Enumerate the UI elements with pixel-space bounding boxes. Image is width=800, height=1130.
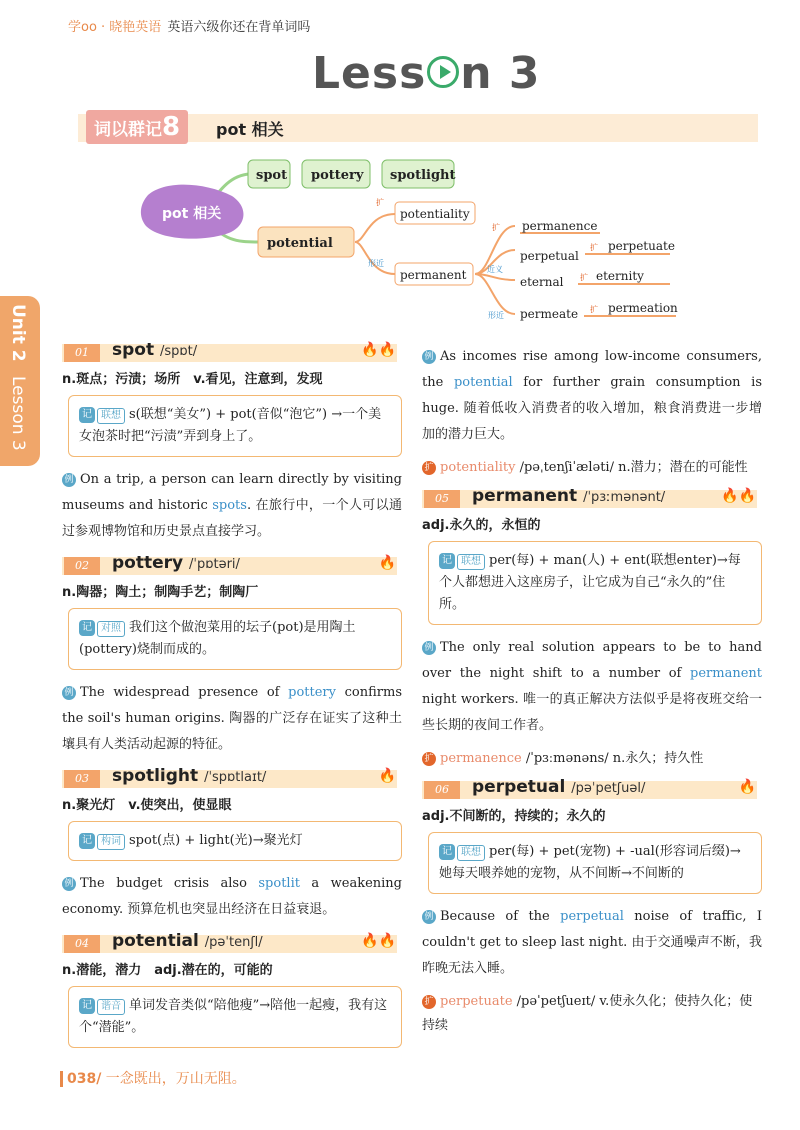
tree-node-spot: spot: [256, 168, 288, 183]
example-sentence: 例 The budget crisis also spotlit a weakening economy. 预算危机也突显出经济在日益衰退。: [62, 876, 402, 917]
page-footer: [60, 1068, 246, 1088]
tip-tag: 谐音: [97, 999, 125, 1015]
entry-number: 04: [64, 935, 100, 953]
memory-tip: 记 构词 spot(点) + light(光)→聚光灯: [68, 821, 402, 861]
tree-node-spotlight: spotlight: [390, 168, 456, 183]
tip-tag: 联想: [457, 845, 485, 861]
derivative: 扩 perpetuate /pəˈpetʃueɪt/ v.使永久化；使持久化；使持续: [422, 994, 753, 1033]
entry-head-potential: [62, 931, 402, 955]
entry-word: permanent /ˈpɜːmənənt/: [472, 486, 666, 506]
expand-icon: 扩: [422, 995, 436, 1009]
section-title: pot 相关: [216, 120, 284, 139]
tip-icon: 记: [79, 833, 95, 849]
tip-tag: 联想: [97, 408, 125, 424]
entry-number: 03: [64, 770, 100, 788]
tip-icon: 记: [79, 998, 95, 1014]
memory-tip: 记 谐音 单词发音类似“陪他瘦”→陪他一起瘦，我有这个“潜能”。: [68, 986, 402, 1048]
memory-tip: 记 联想 s(联想“美女”) + pot(音似“泡它”) →一个美女泡茶时把“污渍”弄到身上了。: [68, 395, 402, 457]
tree-tag-kuo-5: 扩: [590, 305, 598, 314]
entry-word: perpetual /pəˈpetʃuəl/: [472, 777, 646, 797]
entry-number: 01: [64, 344, 100, 362]
tree-node-eternal: eternal: [520, 275, 564, 289]
tree-root-label: pot 相关: [162, 206, 222, 222]
book-title: 英语六级你还在背单词吗: [167, 20, 311, 35]
flame-icon: 🔥🔥: [361, 933, 396, 949]
tree-node-permeate: permeate: [520, 307, 579, 321]
running-header: [68, 16, 310, 35]
side-tab: [0, 296, 40, 466]
entry-head-spotlight: [62, 766, 402, 790]
derivative: 扩 permanence /ˈpɜːmənəns/ n.永久；持久性: [422, 747, 762, 771]
entry-word: pottery /ˈpɒtəri/: [112, 553, 240, 573]
example-icon: 例: [422, 910, 436, 924]
flame-icon: 🔥: [378, 768, 396, 784]
entry-head-permanent: [422, 486, 762, 510]
memory-tip: 记 对照 我们这个做泡菜用的坛子(pot)是用陶土(pottery)烧制而成的。: [68, 608, 402, 670]
tip-tag: 联想: [457, 554, 485, 570]
entry-head-spot: [62, 340, 402, 364]
entry-definition: n.斑点；污渍；场所 v.看见，注意到，发现: [62, 372, 323, 387]
example-icon: 例: [422, 641, 436, 655]
example-sentence: 例 The only real solution appears to be to hand over the night shift to a number of permanent night workers. 唯一的真正解决方法似乎是将夜班交给一些长期的夜间工作者。: [422, 640, 762, 733]
example-icon: 例: [62, 877, 76, 891]
tree-node-potentiality: potentiality: [400, 207, 470, 221]
tree-node-permanence: permanence: [522, 219, 598, 233]
tree-tag-kuo-1: 扩: [376, 198, 384, 207]
tree-tag-kuo-4: 扩: [580, 273, 588, 282]
entry-word: potential /pəˈtenʃl/: [112, 931, 263, 951]
entry-head-pottery: [62, 553, 402, 577]
flame-icon: 🔥🔥: [361, 342, 396, 358]
tree-tag-jinyi: 近义: [487, 265, 503, 274]
example-sentence: 例 The widespread presence of pottery confirms the soil's human origins. 陶器的广泛存在证实了这种土壤具有人类活动起源的特征。: [62, 685, 402, 752]
example-icon: 例: [422, 350, 436, 364]
side-tab-unit: Unit 2: [8, 304, 28, 362]
tip-icon: 记: [439, 553, 455, 569]
section-badge: [86, 110, 188, 144]
example-sentence: 例 On a trip, a person can learn directly by visiting museums and historic spots. 在旅行中，一个人可以通过参观博物馆和历史景点直接学习。: [62, 472, 402, 539]
tree-tag-kuo-3: 扩: [590, 243, 598, 252]
lesson-title-post: n 3: [460, 48, 541, 99]
section-badge-num: 8: [162, 112, 181, 142]
lesson-title: [312, 48, 541, 99]
entry-definition: n.陶器；陶土；制陶手艺；制陶厂: [62, 585, 259, 600]
left-column: [62, 340, 402, 1058]
example-icon: 例: [62, 473, 76, 487]
example-sentence: 例 Because of the perpetual noise of traffic, I couldn't get to sleep last night. 由于交通噪声不断，我昨晚无法入睡。: [422, 909, 762, 976]
side-tab-lesson: Lesson 3: [8, 376, 28, 451]
memory-tip: 记 联想 per(每) + man(人) + ent(联想enter)→每个人都想进入这座房子，让它成为自己“永久的”住所。: [428, 541, 762, 625]
footer-motto: 一念既出，万山无阻。: [105, 1071, 246, 1087]
tree-node-pottery: pottery: [311, 168, 364, 183]
tree-tag-kuo-2: 扩: [492, 223, 500, 232]
play-icon[interactable]: [427, 56, 459, 88]
example-sentence: 例 As incomes rise among low-income consumers, the potential for further grain consumption is huge. 随着低收入消费者的收入增加，粮食消费进一步增加的潜力巨大。: [422, 349, 762, 442]
page-number: 038/: [60, 1071, 101, 1087]
section-badge-text: 词以群记: [94, 120, 162, 140]
word-tree: [0, 150, 800, 330]
tip-tag: 对照: [97, 621, 125, 637]
right-column: [422, 344, 762, 1044]
entry-word: spotlight /ˈspɒtlaɪt/: [112, 766, 267, 786]
entry-number: 05: [424, 490, 460, 508]
flame-icon: 🔥: [378, 555, 396, 571]
tree-node-perpetual: perpetual: [520, 249, 579, 263]
entry-head-perpetual: [422, 777, 762, 801]
flame-icon: 🔥: [738, 779, 756, 795]
derivative: 扩 potentiality /pəˌtenʃiˈæləti/ n.潜力；潜在的可能性: [422, 456, 762, 480]
tree-node-permeation: permeation: [608, 301, 678, 315]
entry-definition: n.聚光灯 v.使突出，使显眼: [62, 798, 232, 813]
entry-number: 06: [424, 781, 460, 799]
entry-definition: adj.不间断的，持续的；永久的: [422, 809, 606, 824]
entry-word: spot /spɒt/: [112, 340, 198, 360]
entry-definition: n.潜能，潜力 adj.潜在的，可能的: [62, 963, 273, 978]
example-icon: 例: [62, 686, 76, 700]
tree-node-potential: potential: [267, 236, 333, 251]
tip-icon: 记: [79, 620, 95, 636]
tree-node-eternity: eternity: [596, 269, 644, 283]
lesson-title-pre: Less: [312, 48, 427, 99]
tree-node-perpetuate: perpetuate: [608, 239, 675, 253]
expand-icon: 扩: [422, 752, 436, 766]
tip-icon: 记: [79, 407, 95, 423]
entry-definition: adj.永久的，永恒的: [422, 518, 541, 533]
tree-tag-xingjin-2: 形近: [488, 311, 504, 320]
tree-node-permanent: permanent: [400, 268, 467, 282]
tip-icon: 记: [439, 844, 455, 860]
memory-tip: 记 联想 per(每) + pet(宠物) + -ual(形容词后缀)→她每天喂养她的宠物，从不间断→不间断的: [428, 832, 762, 894]
expand-icon: 扩: [422, 461, 436, 475]
tree-tag-xingjin-1: 形近: [368, 259, 384, 268]
tip-tag: 构词: [97, 834, 125, 850]
entry-number: 02: [64, 557, 100, 575]
brand-name: 学oo · 晓艳英语: [68, 20, 162, 35]
flame-icon: 🔥🔥: [721, 488, 756, 504]
